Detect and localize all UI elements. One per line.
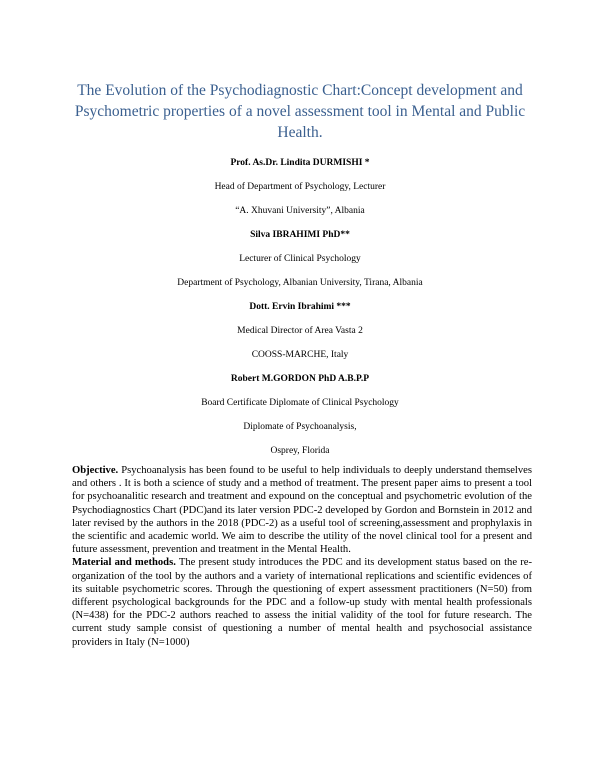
author-name: Silva IBRAHIMI PhD** [250, 230, 350, 240]
methods-paragraph [72, 556, 532, 648]
author-affiliations [0, 156, 600, 468]
author-affiliation-line: “A. Xhuvani University”, Albania [235, 206, 365, 216]
methods-text: The present study introduces the PDC and its development status based on the re-organization of the tool by the authors and a variety of international replications and scientific evidences of its suitable psychometric scores. Through the questioning of expert assessment practitioners (N=50) from different psychological backgrounds for the PDC and a follow-up study with mental health professionals (N=438) for the PDC-2 authors reached to assess the initial validity of the tool for future research. The current study sample consist of questioning a number of mental health and psychosocial assistance providers in Italy (N=1000) [72, 557, 532, 648]
author-affiliation-line: Medical Director of Area Vasta 2 [237, 326, 363, 336]
author-name: Dott. Ervin Ibrahimi *** [249, 302, 351, 312]
author-name: Prof. As.Dr. Lindita DURMISHI * [230, 158, 370, 168]
author-affiliation-line: Board Certificate Diplomate of Clinical Psychology [201, 398, 399, 408]
author-affiliation-line: Department of Psychology, Albanian University, Tirana, Albania [177, 278, 423, 288]
author-name: Robert M.GORDON PhD A.B.P.P [230, 374, 370, 384]
author-affiliation-line: Diplomate of Psychoanalysis, [243, 422, 357, 432]
methods-heading: Material and methods. [72, 557, 176, 569]
objective-text: Psychoanalysis has been found to be useful to help individuals to deeply understand themselves and others . It is both a science of study and a method of treatment. The present paper aims to present a tool for psychoanalitic research and treatment and expound on the conceptual and psychometric evolution of the Psychodiagnostics Chart (PDC)and its later version PDC-2 developed by Gordon and Bornstein in 2012 and later revised by the authors in the 2018 (PDC-2) as a useful tool of screening,assessment and prophylaxis in the scientific and academic world. We aim to describe the utility of the novel clinical tool for a present and future assessment, prevention and treatment in the Mental Health. [72, 465, 532, 556]
author-affiliation-line: COOSS-MARCHE, Italy [251, 350, 349, 360]
author-affiliation-line: Head of Department of Psychology, Lecturer [214, 182, 386, 192]
abstract [72, 464, 532, 649]
objective-paragraph [72, 464, 532, 556]
objective-heading: Objective. [72, 465, 119, 476]
paper-title: The Evolution of the Psychodiagnostic Chart:Concept development and Psychometric properties of a novel assessment tool in Mental and Public Health. [74, 82, 526, 141]
author-affiliation-line: Osprey, Florida [270, 446, 330, 456]
author-affiliation-line: Lecturer of Clinical Psychology [239, 254, 361, 264]
